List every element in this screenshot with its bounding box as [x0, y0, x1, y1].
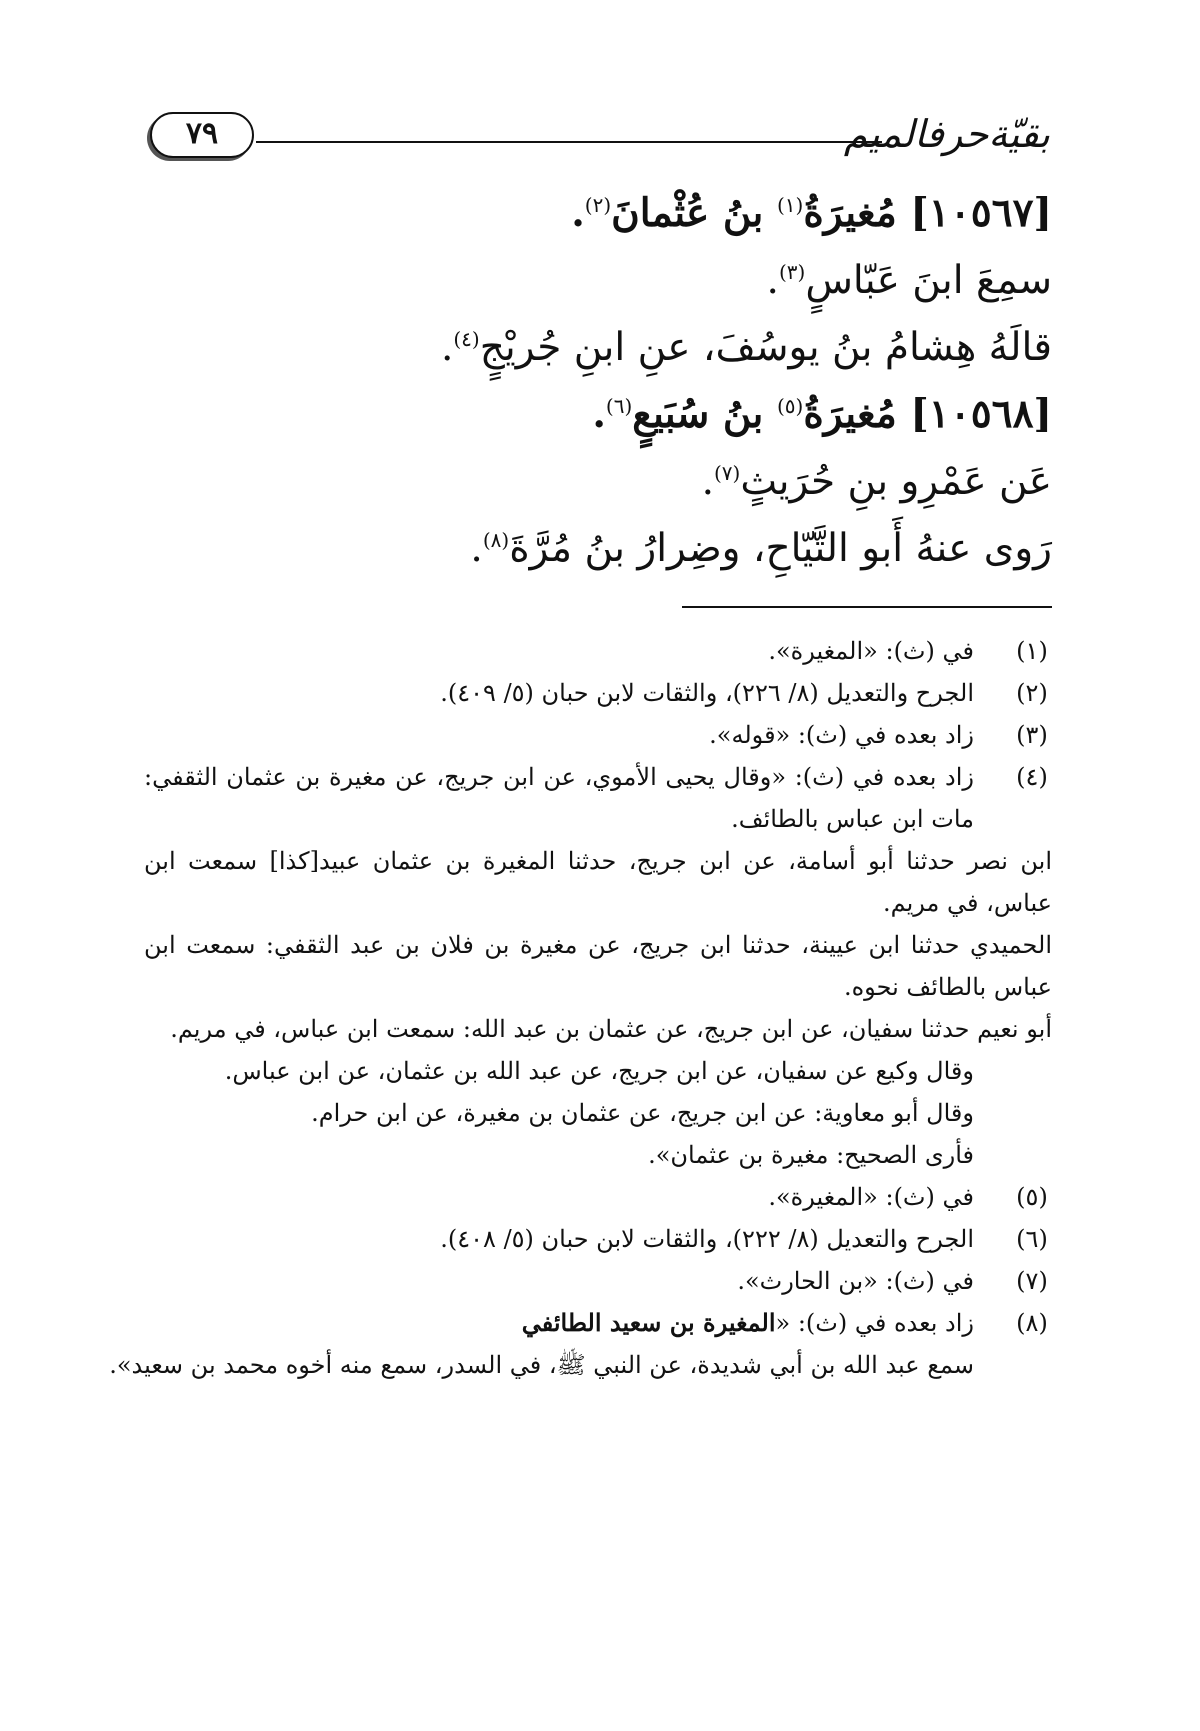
footnote-paragraph: وقال وكيع عن سفيان، عن ابن جريج، عن عبد الله بن عثمان، عن ابن عباس. [224, 1057, 974, 1085]
footnote-paragraph: سمع عبد الله بن أبي شديدة، عن النبي ﷺ، في السدر، سمع منه أخوه محمد بن سعيد». [109, 1351, 974, 1379]
footnote [144, 714, 1052, 756]
footnote-number: (٣) [1016, 721, 1048, 749]
footnote-ref: (١) [776, 193, 804, 217]
running-title: بقيّةحرفالميم [843, 112, 1050, 156]
footnote-ref: (٦) [605, 394, 633, 418]
footnote [144, 1260, 1052, 1302]
footnote [144, 672, 1052, 714]
footnote-number: (٤) [1016, 763, 1048, 791]
footnote-heading-bold: المغيرة بن سعيد الطائفي [521, 1308, 776, 1337]
main-line: قالَهُ هِشامُ بنُ يوسُفَ، عنِ ابنِ جُريْجٍ$^{(٤)}$. [440, 325, 1052, 370]
footnote-paragraph: أبو نعيم حدثنا سفيان، عن ابن جريج، عن عثمان بن عبد الله: سمعت ابن عباس، في مريم. [170, 1015, 1052, 1043]
footnote-text: الجرح والتعديل (٨/ ٢٢٦)، والثقات لابن حبان (٥/ ٤٠٩). [440, 679, 974, 707]
main-line: سمِعَ ابنَ عَبّاسٍ$^{(٣)}$. [766, 258, 1052, 303]
footnote [144, 630, 1052, 672]
main-line-text: عَن عَمْرِو بنِ حُرَيثٍ [740, 459, 1052, 504]
entry-name-rest: بنُ عُثْمانَ [611, 190, 777, 236]
footnote-number: (١) [1016, 637, 1048, 665]
footnote-number: (٢) [1016, 679, 1048, 707]
footnote-ref: (٣) [778, 260, 806, 284]
entry-name: [١٠٥٦٧] مُغيرَةُ [803, 190, 1052, 236]
footnote-separator [682, 606, 1052, 608]
footnote-paragraph: الحميدي حدثنا ابن عيينة، حدثنا ابن جريج، عن مغيرة بن فلان بن عبد الثقفي: سمعت ابن عباس بالطائف نحوه. [144, 931, 1053, 1001]
footnote-ref: (٨) [482, 528, 510, 552]
footnote-ref: (٧) [713, 461, 741, 485]
main-line: عَن عَمْرِو بنِ حُرَيثٍ$^{(٧)}$. [701, 459, 1052, 504]
footnote-text [144, 1302, 974, 1344]
footnote-number: (٦) [1016, 1225, 1048, 1253]
entry-heading: [١٠٥٦٧] مُغيرَةُ$^{(١)}$ بنُ عُثْمانَ$^{(٢)}$. [571, 190, 1052, 236]
main-line-text: رَوى عنهُ أَبو التَّيّاحِ، وضِرارُ بنُ مُرَّةَ [509, 526, 1052, 571]
main-line-text: قالَهُ هِشامُ بنُ يوسُفَ، عنِ ابنِ جُريْجٍ [479, 325, 1052, 370]
main-line-text: سمِعَ ابنَ عَبّاسٍ [805, 258, 1052, 303]
footnote-paragraph: ابن نصر حدثنا أبو أسامة، عن ابن جريج، حدثنا المغيرة بن عثمان عبيد[كذا] سمعت ابن عباس، في مريم. [144, 847, 1052, 917]
footnote-number: (٥) [1016, 1183, 1048, 1211]
page-number-badge: ٧٩ [150, 112, 254, 158]
header-rule [256, 141, 882, 143]
footnote-text: في (ث): «بن الحارث». [737, 1267, 974, 1295]
footnote-paragraph: فأرى الصحيح: مغيرة بن عثمان». [648, 1141, 974, 1169]
entry-heading: [١٠٥٦٨] مُغيرَةُ$^{(٥)}$ بنُ سُبَيعٍ$^{(٦)}$. [592, 391, 1052, 437]
footnote-ref: (٤) [453, 327, 480, 351]
entry-name-rest: بنُ سُبَيعٍ [632, 391, 777, 437]
footnote-text: زاد بعده في (ث): «وقال يحيى الأموي، عن ابن جريج، عن مغيرة بن عثمان الثقفي: مات ابن عباس بالطائف. [144, 763, 974, 833]
footnotes [109, 630, 1053, 1386]
footnote-text-pre: زاد بعده في (ث): « [775, 1309, 974, 1337]
footnote-text: في (ث): «المغيرة». [768, 1183, 974, 1211]
footnote-ref: (٥) [776, 394, 804, 418]
footnote [144, 1218, 1052, 1260]
main-text [152, 180, 1052, 582]
footnote-text: الجرح والتعديل (٨/ ٢٢٢)، والثقات لابن حبان (٥/ ٤٠٨). [440, 1225, 974, 1253]
main-line: رَوى عنهُ أَبو التَّيّاحِ، وضِرارُ بنُ مُرَّةَ$^{(٨)}$. [470, 526, 1052, 571]
footnote-ref: (٢) [584, 193, 612, 217]
footnote-text: زاد بعده في (ث): «قوله». [709, 721, 974, 749]
footnote [144, 1176, 1052, 1218]
footnote [144, 1302, 1052, 1344]
footnote-paragraph: وقال أبو معاوية: عن ابن جريج، عن عثمان بن مغيرة، عن ابن حرام. [311, 1099, 974, 1127]
footnote [144, 756, 1052, 840]
footnote-number: (٧) [1016, 1267, 1048, 1295]
footnote-text: في (ث): «المغيرة». [768, 637, 974, 665]
footnote-number: (٨) [1016, 1309, 1048, 1337]
entry-name: [١٠٥٦٨] مُغيرَةُ [803, 391, 1052, 437]
page-header [150, 108, 1050, 168]
